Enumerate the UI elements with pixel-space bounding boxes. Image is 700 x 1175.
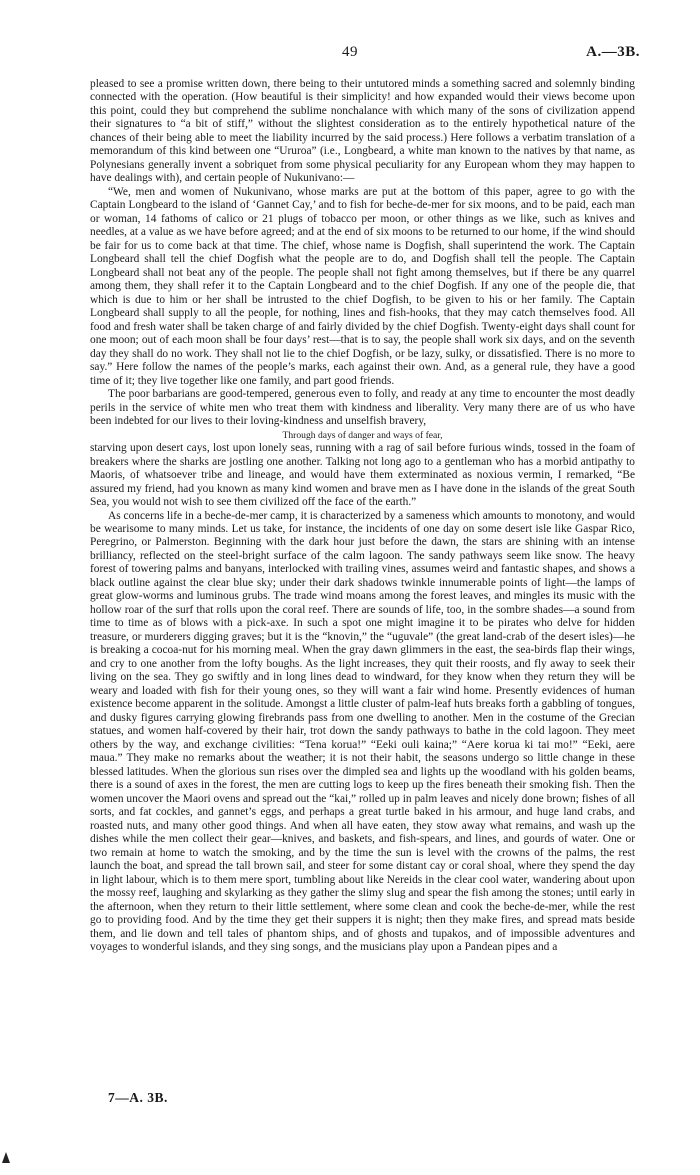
body-text (90, 78, 635, 954)
paragraph-3: The poor barbarians are good-tempered, generous even to folly, and ready at any time to encounter the most deadly perils in the service of white men who treat them with kindness and liberality. Very many there are of us who have been indebted for our lives to their loving-kindness and unselfish bravery, (90, 388, 635, 428)
poetic-quote: Through days of danger and ways of fear, (282, 429, 443, 441)
paragraph-4: starving upon desert cays, lost upon lonely seas, running with a rag of sail before furious winds, tossed in the foam of breakers where the sharks are jostling one another. Talking not long ago to a gentleman who has a morbid antipathy to Maoris, of whatsoever tribe and lineage, and would have them exterminated as noxious vermin, I remarked, “Be assured my friend, had you known as many kind women and brave men as I have done in the islands of the great South Sea, you would not wish to see them civilized off the face of the earth.” (90, 442, 635, 509)
document-reference: A.—3B. (586, 44, 640, 60)
paragraph-5: As concerns life in a beche-de-mer camp, it is characterized by a sameness which amounts to monotony, and would be wearisome to many minds. Let us take, for instance, the incidents of one day on some desert isle like Gaspar Rico, Peregrino, or Palmerston. Beginning with the dark hour just before the dawn, the stars are shining with an intense brilliancy, reflected on the steel-bright surface of the calm lagoon. The sandy pathways seem like snow. The heavy forest of towering palms and banyans, interlocked with trailing vines, assumes weird and fantastic shapes, and shows a black outline against the clear blue sky; under their dark shadows twinkle innumerable points of light—the lamps of great glow-worms and luminous grubs. The trade wind moans among the forest leaves, and mingles its music with the hollow roar of the surf that rolls upon the coral reef. There are sounds of life, too, in the sombre shades—a sound from time to time as of blows with a pick-axe. In such a spot one might imagine it to be pirates who delve for hidden treasure, or murderers digging graves; but it is the “knovin,” the “uguvale” (the great land-crab of the desert isles)—he is breaking a cocoa-nut for his morning meal. When the gray dawn glimmers in the east, the sea-birds flap their wings, and cry to one another from the lofty boughs. As the light increases, they quit their roosts, and fly away to seek their living on the sea. They go swiftly and in long lines dead to windward, for they know when they return they will be weary and loaded with fish for their young ones, so they will want a fair wind home. Presently evidences of human existence become apparent in the solitude. Amongst a little cluster of palm-leaf huts breaks forth a gabbling of tongues, and dusky figures carrying glowing firebrands pass from one dwelling to another. Men in the costume of the Grecian statues, and women half-covered by their hair, trot down the sandy pathways to bathe in the cold lagoon. They meet others by the way, and exchange civilities: “Tena korua!” “Eeki ouli kaina;” “Aere korua ki tai mo!” “Eeki, aere maua.” They make no remarks about the weather; it is not their habit, the seasons undergo so little change in these blessed latitudes. When the glorious sun rises over the dimpled sea and lights up the woodland with his golden beams, there is a sound of axes in the forest, the men are cutting logs to keep up the fires beneath their smoking fish. Then the women uncover the Maori ovens and spread out the “kai,” rolled up in palm leaves and nicely done brown; fishes of all sorts, and fat cockles, and gannet’s eggs, and perhaps a great turtle baked in his armour, and huge land crabs, and roasted nuts, and many other good things. And when all have eaten, they stow away what remains, and wash up the dishes while the men collect their gear—knives, and baskets, and fish-spears, and lines, and gourds of water. One or two remain at home to watch the smoking, and by the time the sun is level with the crowns of the palms, the rest launch the boat, and spread the tall brown sail, and steer for some distant cay or coral shoal, where they spend the day in light labour, which is to them mere sport, tumbling about like Nereids in the clear cool water, wandering about upon the mossy reef, laughing and skylarking as they gather the slimy slug and spear the fish among the stones; until early in the afternoon, when they return to their little settlement, where some clean and cook the beche-de-mer, while the rest go to providing food. And by the time they get their suppers it is night; then they make fires, and spread mats beside them, and lie down and tell tales of phantom ships, and of ghosts and tupakos, and of impossible adventures and voyages to wonderful islands, and they sing songs, and the musicians play upon a Pandean pipes and a (90, 509, 635, 953)
paragraph-2-memorandum: “We, men and women of Nukunivano, whose marks are put at the bottom of this paper, agree to go with the Captain Longbeard to the island of ‘Gannet Cay,’ and to fish for beche-de-mer for six moons, and to be paid, each man or woman, 14 fathoms of calico or 21 plugs of tobacco per moon, or other things as we like, such as knives and needles, at a value as we have before agreed; and at the end of six moons to be returned to our home, if the wind should be fair for us to come back at that time. The chief, whose name is Dogfish, shall superintend the work. The Captain Longbeard shall tell the chief Dogfish what the people are to do, and Dogfish shall tell the people. The Captain Longbeard shall not beat any of the people. The people shall not fight among themselves, but if there be any quarrel among them, they shall refer it to the Captain Longbeard and to the chief Dogfish. If any one of the people die, that which is due to him or her shall be intrusted to the chief Dogfish, to be given to his or her family. The Captain Longbeard shall supply to all the people, for nothing, lines and fish-hooks, that they may catch themselves food. All food and fresh water shall be taken charge of and fairly divided by the chief Dogfish. Twenty-eight days shall count for one moon; out of each moon shall be four days’ rest—that is to say, the people shall work six days, and on the seventh day they shall do no work. They shall not lie to the chief Dogfish, or be lazy, sulky, or dissatisfied. There is no more to say.” Here follow the names of the people’s marks, each against their own. And, as a general rule, they have a good time of it; they live together like one family, and part good friends. (90, 185, 635, 387)
footer-reference: 7—A. 3B. (108, 1090, 168, 1105)
paragraph-1: pleased to see a promise written down, there being to their untutored minds a something sacred and solemnly binding connected with the operation. (How beautiful is their simplicity! and how expanded would their views become upon this point, could they but comprehend the sublime nonchalance with which many of the sons of civilization append their signatures to “a bit of stiff,” without the slightest consideration as to the entirely hypothetical nature of the chances of their being able to meet the liability incurred by the said process.) Here follows a verbatim translation of a memorandum of this kind between one “Ururoa” (i.e., Longbeard, a white man known to the natives by that name, as Polynesians generally invent a sobriquet from some physical peculiarity for any European whom they may happen to have dealings with), and certain people of Nukunivano:— (90, 78, 635, 185)
page-number: 49 (342, 44, 358, 60)
corner-triangle-icon (2, 1152, 10, 1163)
